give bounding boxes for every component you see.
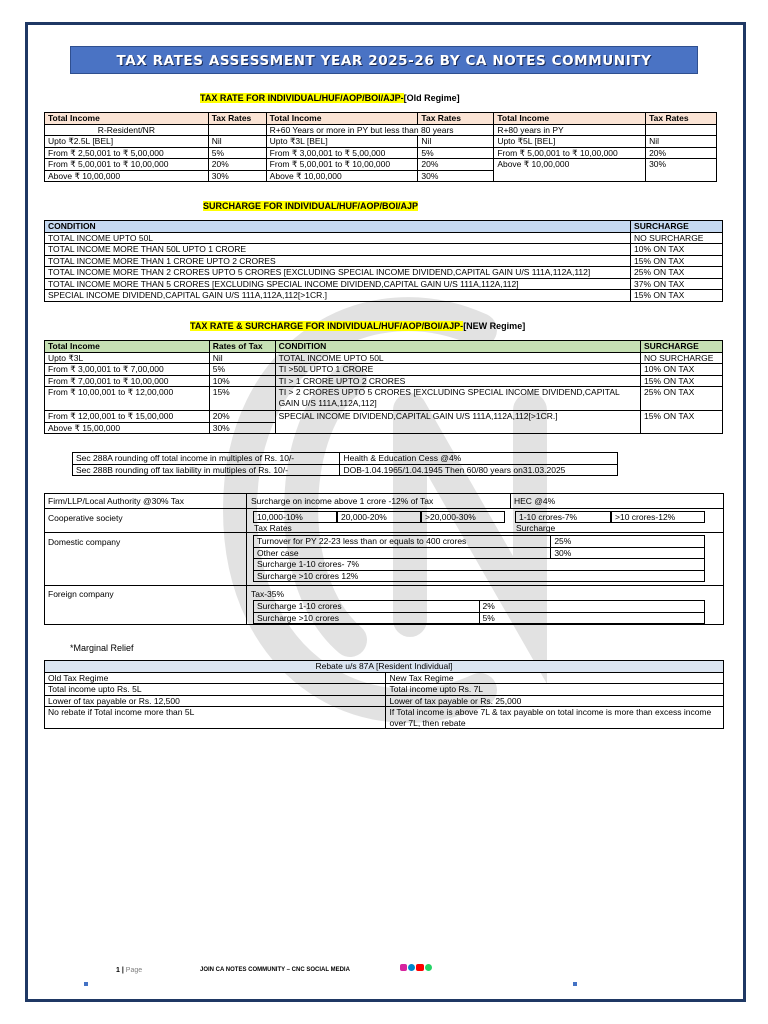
entities-row-divider — [44, 532, 724, 533]
condition-cell: TOTAL INCOME MORE THAN 2 CRORES UPTO 5 CRORES [EXCLUDING SPECIAL INCOME DIVIDEND,CAPITAL GAIN U/S 111A,112A,112] — [45, 267, 631, 279]
rate-cell: 5% — [418, 147, 494, 159]
coop-surcharge-slab: 1-10 crores-7% — [515, 511, 611, 523]
col-total-income: Total Income — [45, 341, 210, 353]
condition-cell: TOTAL INCOME MORE THAN 50L UPTO 1 CRORE — [45, 244, 631, 256]
social-icons — [400, 964, 432, 971]
rebate-title: Rebate u/s 87A [Resident Individual] — [45, 661, 724, 673]
group-senior: R+60 Years or more in PY but less than 80 years — [266, 124, 494, 136]
table-row — [45, 136, 717, 148]
condition-cell: TOTAL INCOME MORE THAN 1 CRORE UPTO 2 CRORES — [45, 255, 631, 267]
income-cell: Upto ₹3L — [45, 352, 210, 364]
table-row — [254, 570, 705, 582]
group-super-senior: R+80 years in PY — [494, 124, 646, 136]
page-number — [116, 967, 142, 974]
rebate-old: Lower of tax payable or Rs. 12,500 — [45, 695, 386, 707]
rate-cell: Nil — [208, 136, 266, 148]
income-cell: From ₹ 3,00,001 to ₹ 5,00,000 — [266, 147, 418, 159]
table-row — [45, 147, 717, 159]
income-cell: Upto ₹3L [BEL] — [266, 136, 418, 148]
firm-tax: Firm/LLP/Local Authority @30% Tax — [48, 496, 185, 506]
new-regime-heading — [190, 321, 525, 331]
condition-cell: TI > 2 CRORES UPTO 5 CRORES [EXCLUDING SPECIAL INCOME DIVIDEND,CAPITAL GAIN U/S 111A,112A,112] — [275, 387, 640, 411]
old-regime-table — [44, 112, 717, 182]
foreign-condition: Surcharge >10 crores — [254, 612, 480, 624]
old-regime-heading-text: TAX RATE FOR INDIVIDUAL/HUF/AOP/BOI/AJP- — [200, 93, 404, 103]
col-condition: CONDITION — [275, 341, 640, 353]
surcharge-cell: NO SURCHARGE — [631, 232, 723, 244]
foreign-condition: Surcharge 1-10 crores — [254, 601, 480, 613]
domestic-surcharge: Surcharge >10 crores 12% — [254, 570, 705, 582]
rebate-new: Lower of tax payable or Rs. 25,000 — [386, 695, 724, 707]
rate-cell: 20% — [646, 147, 717, 159]
firm-surcharge: Surcharge on income above 1 crore -12% of Tax — [251, 496, 434, 506]
col-condition: CONDITION — [45, 221, 631, 233]
new-regime-heading-suffix: [NEW Regime] — [463, 321, 526, 331]
rebate-new: If Total income is above 7L & tax payable on total income is more than excess income over 7L, then rebate — [386, 707, 724, 729]
bullet-marker — [573, 982, 577, 986]
table-row — [254, 536, 705, 548]
table-row — [45, 244, 723, 256]
rebate-table — [44, 660, 724, 729]
col-tax-rates: Tax Rates — [208, 113, 266, 125]
table-row — [45, 290, 723, 302]
rebate-new: Total income upto Rs. 7L — [386, 684, 724, 696]
rate-cell: 30% — [209, 422, 275, 434]
foreign-company-table — [253, 600, 705, 624]
group-resident: R-Resident/NR — [45, 124, 209, 136]
table-row — [254, 547, 705, 559]
domestic-company-table — [253, 535, 705, 582]
dob-note: DOB-1.04.1965/1.04.1945 Then 60/80 years on31.03.2025 — [340, 464, 618, 476]
income-cell: Above ₹ 10,00,000 — [45, 170, 209, 182]
rate-cell: 5% — [208, 147, 266, 159]
income-cell: From ₹ 7,00,001 to ₹ 10,00,000 — [45, 375, 210, 387]
surcharge-cell: 25% ON TAX — [631, 267, 723, 279]
coop-rate-slab: >20,000-30% — [421, 511, 505, 523]
condition-cell: SPECIAL INCOME DIVIDEND,CAPITAL GAIN U/S 111A,112A,112[>1CR.] — [275, 411, 640, 434]
whatsapp-icon[interactable] — [425, 964, 432, 971]
table-row — [73, 453, 618, 465]
page-word: Page — [125, 967, 143, 974]
surcharge-cell: 25% ON TAX — [641, 387, 723, 411]
table-row — [45, 387, 723, 411]
surcharge-cell: 10% ON TAX — [631, 244, 723, 256]
domestic-condition: Turnover for PY 22-23 less than or equals to 400 crores — [254, 536, 551, 548]
domestic-rate: 25% — [551, 536, 705, 548]
table-row — [45, 695, 724, 707]
col-tax-rates: Tax Rates — [646, 113, 717, 125]
table-row — [45, 375, 723, 387]
income-cell: Upto ₹5L [BEL] — [494, 136, 646, 148]
rate-cell: 20% — [208, 159, 266, 171]
sec-288a: Sec 288A rounding off total income in multiples of Rs. 10/- — [73, 453, 340, 465]
page-sep: | — [121, 967, 124, 974]
condition-cell: SPECIAL INCOME DIVIDEND,CAPITAL GAIN U/S 111A,112A,112[>1CR.] — [45, 290, 631, 302]
rate-cell: Nil — [418, 136, 494, 148]
income-cell: From ₹ 10,00,001 to ₹ 12,00,000 — [45, 387, 210, 411]
rebate-old: Total income upto Rs. 5L — [45, 684, 386, 696]
col-rates-of-tax: Rates of Tax — [209, 341, 275, 353]
surcharge-cell: 15% ON TAX — [641, 411, 723, 434]
surcharge-heading-text: SURCHARGE FOR INDIVIDUAL/HUF/AOP/BOI/AJP — [203, 201, 419, 211]
coop-rates-label: Tax Rates — [254, 523, 292, 533]
surcharge-cell: 15% ON TAX — [641, 375, 723, 387]
domestic-condition: Other case — [254, 547, 551, 559]
rate-cell: 30% — [208, 170, 266, 182]
domestic-company-label: Domestic company — [48, 537, 121, 547]
old-regime-heading — [200, 93, 460, 103]
condition-cell: TI > 1 CRORE UPTO 2 CRORES — [275, 375, 640, 387]
rate-cell: 20% — [209, 411, 275, 423]
table-row — [45, 364, 723, 376]
condition-cell: TI >50L UPTO 1 CRORE — [275, 364, 640, 376]
table-row — [45, 159, 717, 171]
table-row — [45, 411, 723, 423]
entities-col-divider — [510, 493, 511, 509]
foreign-company-label: Foreign company — [48, 589, 114, 599]
old-regime-heading-suffix: [Old Regime] — [403, 93, 460, 103]
condition-cell: TOTAL INCOME UPTO 50L — [275, 352, 640, 364]
surcharge-cell: NO SURCHARGE — [641, 352, 723, 364]
rate-cell: Nil — [209, 352, 275, 364]
income-cell: Above ₹ 10,00,000 — [266, 170, 418, 182]
col-surcharge: SURCHARGE — [641, 341, 723, 353]
coop-surcharge-label: Surcharge — [516, 523, 556, 533]
surcharge-cell: 37% ON TAX — [631, 278, 723, 290]
surcharge-heading — [203, 201, 418, 211]
table-row — [254, 601, 705, 613]
rate-cell: 10% — [209, 375, 275, 387]
rebate-old: No rebate if Total income more than 5L — [45, 707, 386, 729]
foreign-rate: 2% — [479, 601, 704, 613]
rate-cell: 30% — [646, 159, 717, 182]
col-tax-rates: Tax Rates — [418, 113, 494, 125]
foreign-rate: 5% — [479, 612, 704, 624]
income-cell: From ₹ 2,50,001 to ₹ 5,00,000 — [45, 147, 209, 159]
condition-cell: TOTAL INCOME UPTO 50L — [45, 232, 631, 244]
coop-society-label: Cooperative society — [48, 513, 123, 523]
rate-cell: 5% — [209, 364, 275, 376]
surcharge-cell: 10% ON TAX — [641, 364, 723, 376]
coop-rate-slab: 20,000-20% — [337, 511, 421, 523]
page-num: 1 — [116, 967, 120, 974]
table-row — [254, 559, 705, 571]
income-cell: Upto ₹2.5L [BEL] — [45, 136, 209, 148]
income-cell: From ₹ 12,00,001 to ₹ 15,00,000 — [45, 411, 210, 423]
table-row — [45, 255, 723, 267]
coop-surcharge-slab: >10 crores-12% — [611, 511, 705, 523]
col-total-income: Total Income — [45, 113, 209, 125]
rate-cell: 15% — [209, 387, 275, 411]
hec-rate: HEC @4% — [514, 496, 556, 506]
table-row — [45, 232, 723, 244]
surcharge-table — [44, 220, 723, 302]
page-banner-title: TAX RATES ASSESSMENT YEAR 2025-26 BY CA NOTES COMMUNITY — [70, 46, 698, 74]
income-cell: From ₹ 5,00,001 to ₹ 10,00,000 — [494, 147, 646, 159]
col-surcharge: SURCHARGE — [631, 221, 723, 233]
sections-table — [72, 452, 618, 476]
surcharge-cell: 15% ON TAX — [631, 290, 723, 302]
cess-note: Health & Education Cess @4% — [340, 453, 618, 465]
rate-cell: 20% — [418, 159, 494, 171]
table-row — [73, 464, 618, 476]
table-row — [45, 278, 723, 290]
sec-288b: Sec 288B rounding off tax liability in multiples of Rs. 10/- — [73, 464, 340, 476]
rate-cell: 30% — [418, 170, 494, 182]
condition-cell: TOTAL INCOME MORE THAN 5 CRORES [EXCLUDING SPECIAL INCOME DIVIDEND,CAPITAL GAIN U/S 111A,112A,112] — [45, 278, 631, 290]
join-community-text: JOIN CA NOTES COMMUNITY – CNC SOCIAL MEDIA — [200, 967, 350, 973]
bullet-marker — [84, 982, 88, 986]
table-row — [45, 267, 723, 279]
new-regime-heading-text: TAX RATE & SURCHARGE FOR INDIVIDUAL/HUF/AOP/BOI/AJP- — [190, 321, 464, 331]
table-row — [45, 684, 724, 696]
table-row — [45, 672, 724, 684]
income-cell: From ₹ 5,00,001 to ₹ 10,00,000 — [266, 159, 418, 171]
domestic-rate: 30% — [551, 547, 705, 559]
foreign-tax: Tax-35% — [251, 589, 285, 599]
income-cell: Above ₹ 10,00,000 — [494, 159, 646, 182]
telegram-icon[interactable] — [408, 964, 415, 971]
entities-col-divider — [246, 493, 247, 625]
marginal-relief-note: *Marginal Relief — [70, 643, 134, 653]
rebate-new: New Tax Regime — [386, 672, 724, 684]
rate-cell: Nil — [646, 136, 717, 148]
income-cell: From ₹ 5,00,001 to ₹ 10,00,000 — [45, 159, 209, 171]
col-total-income: Total Income — [266, 113, 418, 125]
table-row — [254, 612, 705, 624]
surcharge-cell: 15% ON TAX — [631, 255, 723, 267]
income-cell: Above ₹ 15,00,000 — [45, 422, 210, 434]
entities-row-divider — [44, 585, 724, 586]
income-cell: From ₹ 3,00,001 to ₹ 7,00,000 — [45, 364, 210, 376]
col-total-income: Total Income — [494, 113, 646, 125]
youtube-icon[interactable] — [416, 964, 424, 971]
table-row — [45, 707, 724, 729]
instagram-icon[interactable] — [400, 964, 407, 971]
coop-rate-slab: 10,000-10% — [253, 511, 337, 523]
table-row — [45, 352, 723, 364]
new-regime-table — [44, 340, 723, 434]
rebate-old: Old Tax Regime — [45, 672, 386, 684]
domestic-surcharge: Surcharge 1-10 crores- 7% — [254, 559, 705, 571]
